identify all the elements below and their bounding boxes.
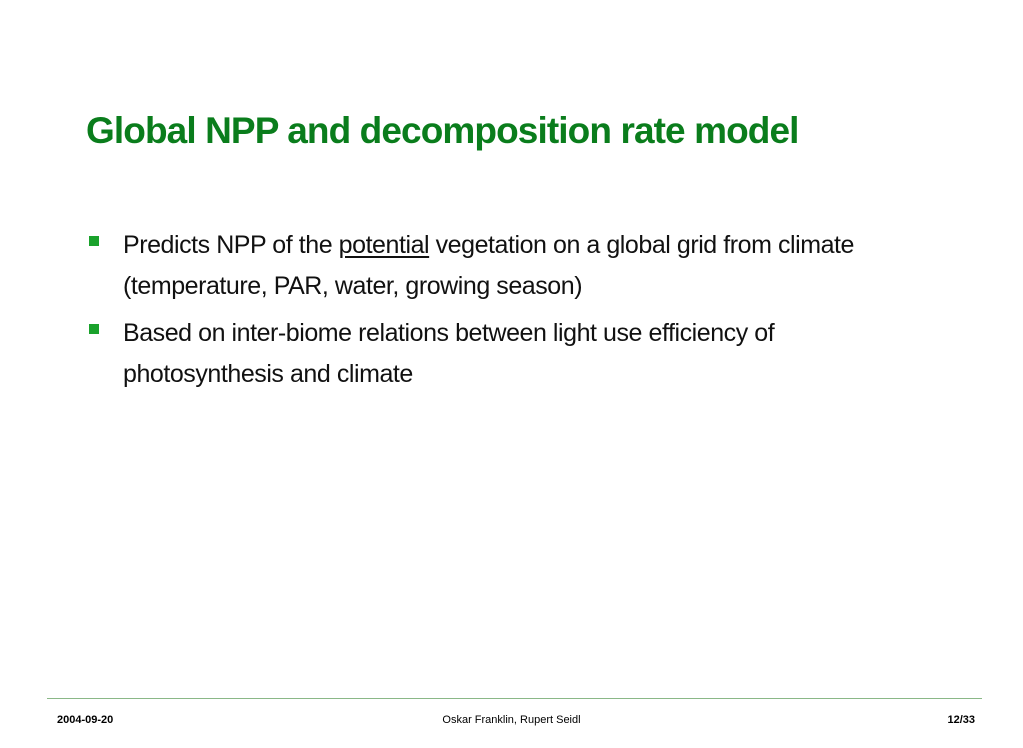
bullet-text-start: Predicts NPP of the	[123, 231, 339, 259]
bullet-item	[88, 313, 908, 395]
square-bullet-icon	[89, 236, 99, 246]
footer-date: 2004-09-20	[57, 714, 114, 726]
footer-authors: Oskar Franklin, Rupert Seidl	[442, 714, 581, 726]
bullet-emphasis: potential	[338, 231, 430, 259]
page-number: 12/33	[947, 714, 975, 726]
bullet-text-end: vegetation on a global grid from climate (temperature, PAR, water, growing season)	[123, 231, 854, 300]
bullet-list	[88, 225, 908, 401]
bullet-item	[88, 225, 908, 307]
slide-title: Global NPP and decomposition rate model	[86, 110, 799, 151]
bullet-text: Based on inter-biome relations between light use efficiency of photosynthesis and climate	[123, 319, 775, 388]
square-bullet-icon	[89, 324, 99, 334]
footer-divider	[47, 698, 982, 699]
